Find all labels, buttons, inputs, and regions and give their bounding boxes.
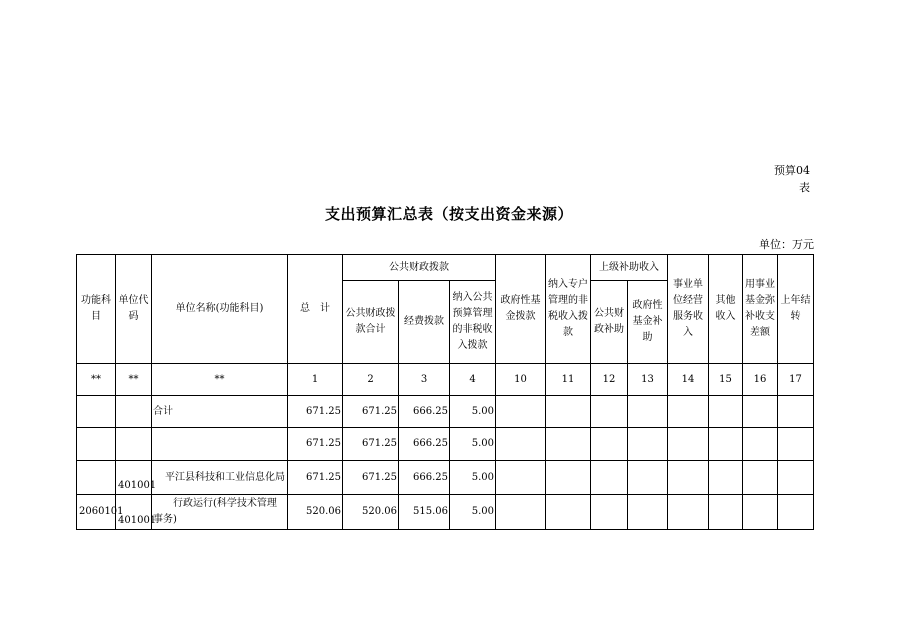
index-cell: ** <box>152 364 288 396</box>
index-cell: 10 <box>496 364 546 396</box>
index-cell: 4 <box>450 364 496 396</box>
index-row <box>77 364 814 396</box>
empty-cell <box>709 461 743 495</box>
empty-cell <box>709 495 743 530</box>
budget-table <box>76 254 814 530</box>
empty-cell <box>743 396 778 428</box>
empty-cell <box>496 495 546 530</box>
empty-cell <box>778 428 814 461</box>
index-cell: 13 <box>628 364 668 396</box>
unit-code-cell <box>116 396 152 428</box>
table-row <box>77 396 814 428</box>
empty-cell <box>628 396 668 428</box>
non-tax-cell: 5.00 <box>450 495 496 530</box>
public-total-cell: 671.25 <box>343 461 399 495</box>
non-tax-cell: 5.00 <box>450 428 496 461</box>
empty-cell <box>591 495 628 530</box>
unit-name-cell: 平江县科技和工业信息化局 <box>152 461 288 495</box>
non-tax-cell: 5.00 <box>450 461 496 495</box>
public-total-cell: 671.25 <box>343 396 399 428</box>
unit-label: 单位：万元 <box>759 238 814 251</box>
header-public-total: 公共财政拨款合计 <box>343 281 399 364</box>
header-business-income: 事业单位经营服务收入 <box>668 255 709 364</box>
form-number <box>750 162 810 196</box>
header-superior-group: 上级补助收入 <box>591 255 668 281</box>
empty-cell <box>743 428 778 461</box>
unit-name-cell: 行政运行(科学技术管理事务) <box>152 495 288 530</box>
func-code-cell: 2060101 <box>77 495 116 530</box>
non-tax-cell: 5.00 <box>450 396 496 428</box>
empty-cell <box>591 461 628 495</box>
empty-cell <box>591 396 628 428</box>
page-title: 支出预算汇总表（按支出资金来源） <box>324 205 573 223</box>
total-cell: 520.06 <box>288 495 343 530</box>
header-unit-name: 单位名称(功能科目) <box>152 255 288 364</box>
func-code-cell <box>77 461 116 495</box>
header-special-non-tax: 纳入专户管理的非税收入拨款 <box>546 255 591 364</box>
header-superior-gov-fund: 政府性基金补助 <box>628 281 668 364</box>
index-cell: 12 <box>591 364 628 396</box>
empty-cell <box>668 495 709 530</box>
empty-cell <box>496 428 546 461</box>
unit-code-cell <box>116 428 152 461</box>
total-cell: 671.25 <box>288 396 343 428</box>
header-public-group: 公共财政拨款 <box>343 255 496 281</box>
table-row <box>77 461 814 495</box>
unit-code-cell: 401001 <box>116 495 152 530</box>
index-cell: 14 <box>668 364 709 396</box>
form-number-line1: 预算04 <box>774 164 810 177</box>
unit-code-cell: 401001 <box>116 461 152 495</box>
header-fund-balance: 用事业基金弥补收支差额 <box>743 255 778 364</box>
func-code-cell <box>77 428 116 461</box>
empty-cell <box>709 428 743 461</box>
empty-cell <box>743 495 778 530</box>
empty-cell <box>709 396 743 428</box>
header-unit-code: 单位代码 <box>116 255 152 364</box>
empty-cell <box>628 495 668 530</box>
empty-cell <box>743 461 778 495</box>
public-total-cell: 520.06 <box>343 495 399 530</box>
header-row-1 <box>77 255 814 281</box>
total-cell: 671.25 <box>288 461 343 495</box>
expense-cell: 666.25 <box>399 428 450 461</box>
index-cell: 1 <box>288 364 343 396</box>
index-cell: 15 <box>709 364 743 396</box>
index-cell: 16 <box>743 364 778 396</box>
public-total-cell: 671.25 <box>343 428 399 461</box>
expense-cell: 666.25 <box>399 396 450 428</box>
func-code-cell <box>77 396 116 428</box>
table-row <box>77 495 814 530</box>
empty-cell <box>778 396 814 428</box>
index-cell: ** <box>77 364 116 396</box>
header-total: 总 计 <box>288 255 343 364</box>
index-cell: 17 <box>778 364 814 396</box>
header-other-income: 其他收入 <box>709 255 743 364</box>
empty-cell <box>496 461 546 495</box>
index-cell: 11 <box>546 364 591 396</box>
empty-cell <box>628 461 668 495</box>
empty-cell <box>628 428 668 461</box>
header-non-tax: 纳入公共预算管理的非税收入拨款 <box>450 281 496 364</box>
empty-cell <box>668 396 709 428</box>
empty-cell <box>778 495 814 530</box>
index-cell: ** <box>116 364 152 396</box>
empty-cell <box>546 428 591 461</box>
empty-cell <box>778 461 814 495</box>
table-row <box>77 428 814 461</box>
form-number-line2: 表 <box>799 181 810 194</box>
unit-name-cell: 合计 <box>152 396 288 428</box>
index-cell: 3 <box>399 364 450 396</box>
total-cell: 671.25 <box>288 428 343 461</box>
empty-cell <box>496 396 546 428</box>
empty-cell <box>546 495 591 530</box>
header-gov-fund: 政府性基金拨款 <box>496 255 546 364</box>
empty-cell <box>668 428 709 461</box>
header-expense: 经费拨款 <box>399 281 450 364</box>
expense-cell: 515.06 <box>399 495 450 530</box>
empty-cell <box>546 396 591 428</box>
header-superior-public: 公共财政补助 <box>591 281 628 364</box>
empty-cell <box>591 428 628 461</box>
index-cell: 2 <box>343 364 399 396</box>
header-func-code: 功能科目 <box>77 255 116 364</box>
expense-cell: 666.25 <box>399 461 450 495</box>
header-carryover: 上年结转 <box>778 255 814 364</box>
empty-cell <box>668 461 709 495</box>
empty-cell <box>546 461 591 495</box>
unit-name-cell <box>152 428 288 461</box>
